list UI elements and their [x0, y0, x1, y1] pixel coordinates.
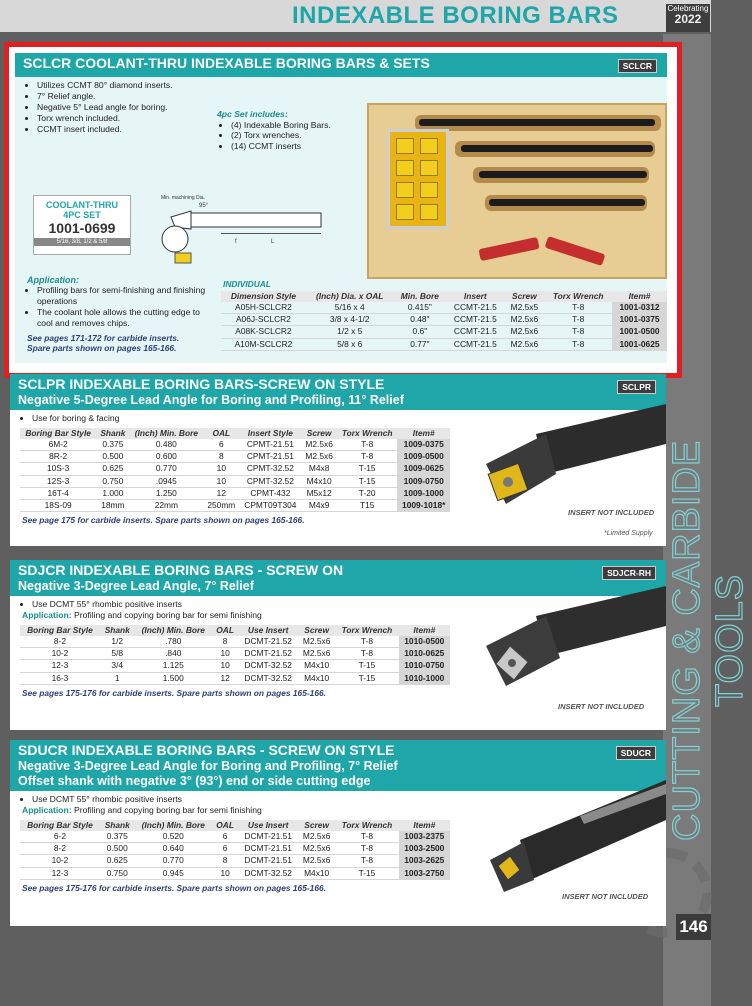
column-header: (Inch) Min. Bore [129, 428, 203, 439]
table-header-row [20, 820, 450, 831]
item-number-cell: 1001-0625 [612, 338, 667, 350]
item-number-cell: 1009-0750 [397, 475, 450, 487]
table-cell: .0945 [129, 475, 203, 487]
column-header: Screw [298, 625, 335, 636]
table-cell: 5/8 [100, 648, 135, 660]
table-header-row [221, 291, 667, 302]
table-cell: CPMT-21.51 [239, 439, 301, 451]
drawing-label-length: L [271, 239, 275, 245]
coolant-sizes: 5/16, 3/8, 1/2 & 5/8 [34, 238, 130, 246]
item-number-cell: 1010-1000 [399, 672, 450, 684]
table-cell: DCMT-21.51 [238, 855, 298, 867]
section-title: SDJCR INDEXABLE BORING BARS - SCREW ON [18, 562, 344, 578]
column-header: (Inch) Min. Bore [135, 625, 212, 636]
column-header: Boring Bar Style [20, 820, 100, 831]
feature-item: • Negative 5° Lead angle for boring. [37, 102, 667, 113]
table-cell: 16-3 [20, 672, 100, 684]
column-header: Dimension Style [221, 291, 306, 302]
table-cell: 1.250 [129, 487, 203, 499]
column-header: Item# [399, 820, 450, 831]
section-header [15, 53, 667, 77]
table-row [20, 487, 450, 499]
anniversary-year: 2022 [674, 12, 702, 26]
item-number-cell: 1009-1000 [397, 487, 450, 499]
table-cell: 5/16 x 4 [306, 302, 394, 314]
table-cell: 6 [203, 439, 239, 451]
kit-item: • (14) CCMT inserts [231, 141, 331, 152]
sclpr-table [20, 428, 450, 512]
column-header: Torx Wrench [335, 820, 398, 831]
feature-item: • Utilizes CCMT 80° diamond inserts. [37, 80, 667, 91]
column-header: Torx Wrench [337, 428, 397, 439]
table-cell: CCMT-21.5 [446, 314, 504, 326]
table-row [221, 302, 667, 314]
table-row [20, 867, 450, 879]
kit-contents [217, 109, 331, 151]
section-badge: SCLPR [617, 380, 656, 394]
application-item: • Profiling bars for semi-finishing and finishing operations [37, 285, 215, 307]
application-item: • The coolant hole allows the cutting edge to cool and removes chips. [37, 307, 215, 329]
feature-item: • Use DCMT 55° rhombic positive inserts [32, 794, 666, 805]
kit-title: 4pc Set includes: [217, 109, 288, 119]
column-header: Item# [612, 291, 667, 302]
table-cell: 6M-2 [20, 439, 96, 451]
page-header [0, 0, 711, 32]
table-cell: T-15 [335, 867, 398, 879]
table-cell: 1/2 [100, 636, 135, 648]
item-number-cell: 1003-2375 [399, 831, 450, 843]
item-number-cell: 1003-2625 [399, 855, 450, 867]
table-cell: 1.500 [135, 672, 212, 684]
table-cell: T-8 [337, 451, 397, 463]
table-cell: CPMT-32.52 [239, 463, 301, 475]
table-cell: CPMT-432 [239, 487, 301, 499]
table-row [20, 500, 450, 512]
table-cell: 10 [203, 463, 239, 475]
table-cell: 0.625 [96, 463, 129, 475]
column-header: Insert [446, 291, 504, 302]
footer-note: See page 175 for carbide inserts. Spare parts shown on pages 165-166. [22, 515, 305, 526]
table-cell: CPMT-32.52 [239, 475, 301, 487]
table-cell: CPMT09T304 [239, 500, 301, 512]
table-cell: DCMT-32.52 [238, 867, 298, 879]
sducr-tool-image [480, 780, 666, 900]
column-header: (Inch) Min. Bore [135, 820, 212, 831]
table-cell: 18mm [96, 500, 129, 512]
column-header: Use Insert [238, 820, 298, 831]
table-row [20, 843, 450, 855]
page-number: 146 [676, 914, 711, 940]
table-cell: A08K-SCLCR2 [221, 326, 306, 338]
table-row [20, 672, 450, 684]
table-cell: 3/8 x 4-1/2 [306, 314, 394, 326]
column-header: Min. Bore [394, 291, 447, 302]
side-title: CUTTING & CARBIDE TOOLS [666, 439, 751, 841]
table-cell: M2.5x6 [504, 314, 544, 326]
table-cell: A06J-SCLCR2 [221, 314, 306, 326]
coolant-set-box [33, 195, 131, 255]
table-row [20, 463, 450, 475]
column-header: OAL [203, 428, 239, 439]
table-cell: 1.000 [96, 487, 129, 499]
table-row [221, 338, 667, 350]
table-cell: 6 [212, 843, 238, 855]
table-cell: 0.375 [96, 439, 129, 451]
table-cell: T-8 [335, 636, 398, 648]
column-header: Item# [399, 625, 450, 636]
table-row [20, 439, 450, 451]
boring-bar-drawing [131, 165, 331, 267]
table-cell: M4x9 [301, 500, 337, 512]
table-cell: DCMT-21.52 [238, 636, 298, 648]
column-header: OAL [212, 625, 238, 636]
table-cell: T-15 [337, 463, 397, 475]
section-badge: SCLCR [618, 59, 657, 73]
drawing-label-angle: 95° [199, 203, 209, 209]
table-cell: A10M-SCLCR2 [221, 338, 306, 350]
column-header: Use Insert [238, 625, 298, 636]
column-header: Screw [298, 820, 335, 831]
table-row [20, 648, 450, 660]
table-cell: 8 [212, 855, 238, 867]
application-text: Profiling and copying boring bar for semi finishing [74, 610, 262, 620]
column-header: Boring Bar Style [20, 428, 96, 439]
table-row [20, 660, 450, 672]
kit-item: • (4) Indexable Boring Bars. [231, 120, 331, 131]
table-cell: 12 [212, 672, 238, 684]
application-title: Application: [27, 275, 79, 285]
table-cell: T-15 [337, 475, 397, 487]
application-text: Profiling and copying boring bar for semi finishing [74, 805, 262, 815]
sducr-table [20, 820, 450, 880]
feature-item: • Use for boring & facing [32, 413, 666, 424]
feature-item: • CCMT insert included. [37, 124, 667, 135]
table-cell: M4x8 [301, 463, 337, 475]
table-cell: M4x10 [298, 867, 335, 879]
feature-item: • Use DCMT 55° rhombic positive inserts [32, 599, 666, 610]
table-cell: M4x10 [298, 672, 335, 684]
table-cell: 0.375 [100, 831, 135, 843]
kit-item: • (2) Torx wrenches. [231, 130, 331, 141]
item-number-cell: 1009-0375 [397, 439, 450, 451]
item-number-cell: 1010-0500 [399, 636, 450, 648]
column-header: Shank [96, 428, 129, 439]
table-cell: 0.770 [135, 855, 212, 867]
application-label: Application: [22, 610, 72, 620]
insert-note: INSERT NOT INCLUDED [568, 508, 655, 517]
table-cell: 8 [203, 451, 239, 463]
table-cell: 8-2 [20, 843, 100, 855]
coolant-line2: 4PC SET [63, 210, 101, 220]
section-title: SDUCR INDEXABLE BORING BARS - SCREW ON STYLE [18, 742, 395, 758]
table-row [20, 855, 450, 867]
table-cell: .840 [135, 648, 212, 660]
table-cell: M2.5x6 [504, 338, 544, 350]
table-cell: T-8 [544, 314, 612, 326]
table-cell: A05H-SCLCR2 [221, 302, 306, 314]
table-cell: M2.5x6 [298, 855, 335, 867]
table-cell: 1 [100, 672, 135, 684]
table-cell: T-8 [544, 326, 612, 338]
table-cell: M2.5x6 [504, 326, 544, 338]
table-cell: DCMT-21.51 [238, 831, 298, 843]
table-cell: T-8 [544, 302, 612, 314]
table-cell: M4x10 [301, 475, 337, 487]
table-cell: 12-3 [20, 867, 100, 879]
table-cell: M2.5x6 [298, 648, 335, 660]
table-cell: 0.480 [129, 439, 203, 451]
feature-item: • 7° Relief angle. [37, 91, 667, 102]
table-cell: T-8 [337, 439, 397, 451]
table-cell: CCMT-21.5 [446, 326, 504, 338]
table-cell: 12S-3 [20, 475, 96, 487]
table-cell: 12-3 [20, 660, 100, 672]
table-cell: T15 [337, 500, 397, 512]
limited-supply-note: *Limited Supply [604, 530, 653, 537]
table-cell: T-20 [337, 487, 397, 499]
table-cell: 250mm [203, 500, 239, 512]
table-cell: M2.5x6 [301, 451, 337, 463]
table-cell: 6 [212, 831, 238, 843]
column-header: OAL [212, 820, 238, 831]
table-cell: 10-2 [20, 855, 100, 867]
column-header: Torx Wrench [544, 291, 612, 302]
item-number-cell: 1009-1018* [397, 500, 450, 512]
table-header-row [20, 625, 450, 636]
table-row [20, 451, 450, 463]
table-cell: CCMT-21.5 [446, 338, 504, 350]
section-subtitle: Negative 3-Degree Lead Angle for Boring and Profiling, 7° Relief [18, 759, 398, 773]
footer-spares: Spare parts shown on pages 165-166. [27, 343, 177, 353]
table-cell: M2.5x6 [298, 843, 335, 855]
section-subtitle-2: Offset shank with negative 3° (93°) end or side cutting edge [18, 774, 371, 788]
table-row [20, 636, 450, 648]
drawing-label-min-bore: Min. machining Dia. [161, 195, 205, 201]
table-row [221, 326, 667, 338]
table-cell: 0.750 [100, 867, 135, 879]
table-cell: M4x10 [298, 660, 335, 672]
section-sclcr [4, 42, 682, 378]
table-cell: 22mm [129, 500, 203, 512]
table-cell: DCMT-32.52 [238, 672, 298, 684]
item-number-cell: 1001-0500 [612, 326, 667, 338]
column-header: Torx Wrench [335, 625, 398, 636]
anniversary-badge [666, 4, 710, 32]
table-cell: M2.5x6 [298, 831, 335, 843]
section-title: SCLCR COOLANT-THRU INDEXABLE BORING BARS & SETS [23, 55, 430, 71]
column-header: Item# [397, 428, 450, 439]
table-cell: 0.500 [96, 451, 129, 463]
table-cell: 10S-3 [20, 463, 96, 475]
table-cell: T-8 [335, 855, 398, 867]
insert-note: INSERT NOT INCLUDED [558, 702, 645, 711]
item-number-cell: 1009-0500 [397, 451, 450, 463]
item-number-cell: 1010-0750 [399, 660, 450, 672]
footer-note: See pages 175-176 for carbide inserts. Spare parts shown on pages 165-166. [22, 687, 326, 698]
table-cell: 0.77" [394, 338, 447, 350]
page-title: INDEXABLE BORING BARS [292, 2, 619, 29]
table-cell: CCMT-21.5 [446, 302, 504, 314]
table-cell: 10 [212, 867, 238, 879]
table-cell: 0.750 [96, 475, 129, 487]
feature-item: • Torx wrench included. [37, 113, 667, 124]
insert-note: INSERT NOT INCLUDED [562, 892, 649, 901]
application-label: Application: [22, 805, 72, 815]
footer-inserts: See pages 171-172 for carbide inserts. [27, 333, 180, 343]
column-header: Boring Bar Style [20, 625, 100, 636]
table-cell: T-15 [335, 672, 398, 684]
item-number-cell: 1009-0625 [397, 463, 450, 475]
table-cell: 10-2 [20, 648, 100, 660]
table-cell: 8-2 [20, 636, 100, 648]
table-cell: 12 [203, 487, 239, 499]
table-cell: M2.5x5 [504, 302, 544, 314]
table-cell: .780 [135, 636, 212, 648]
column-header: Screw [301, 428, 337, 439]
section-sclpr [10, 374, 666, 546]
table-header-row [20, 428, 450, 439]
table-cell: M5x12 [301, 487, 337, 499]
item-number-cell: 1003-2750 [399, 867, 450, 879]
table-cell: T-8 [544, 338, 612, 350]
table-cell: M2.5x6 [301, 439, 337, 451]
table-cell: CPMT-21.51 [239, 451, 301, 463]
column-header: Screw [504, 291, 544, 302]
section-subtitle: Negative 3-Degree Lead Angle, 7° Relief [18, 579, 254, 593]
table-cell: 10 [212, 648, 238, 660]
section-badge: SDUCR [616, 746, 656, 760]
table-cell: 1.125 [135, 660, 212, 672]
item-number-cell: 1010-0625 [399, 648, 450, 660]
insert-tray [387, 129, 449, 229]
section-badge: SDJCR-RH [602, 566, 656, 580]
table-row [221, 314, 667, 326]
sclcr-table [221, 291, 667, 351]
section-sdjcr [10, 560, 666, 730]
table-cell: 5/8 x 6 [306, 338, 394, 350]
column-header: (Inch) Dia. x OAL [306, 291, 394, 302]
table-cell: 0.520 [135, 831, 212, 843]
table-cell: T-8 [335, 843, 398, 855]
table-cell: 0.770 [129, 463, 203, 475]
table-cell: 18S-09 [20, 500, 96, 512]
table-cell: 1/2 x 5 [306, 326, 394, 338]
table-cell: 0.500 [100, 843, 135, 855]
table-cell: 10 [212, 660, 238, 672]
table-cell: 10 [203, 475, 239, 487]
table-cell: 0.600 [129, 451, 203, 463]
table-cell: DCMT-21.51 [238, 843, 298, 855]
table-cell: 3/4 [100, 660, 135, 672]
table-cell: T-15 [335, 660, 398, 672]
sdjcr-table [20, 625, 450, 685]
boring-bar-set-case-image [367, 103, 667, 279]
coolant-item-number: 1001-0699 [48, 220, 116, 236]
table-cell: T-8 [335, 648, 398, 660]
column-header: Insert Style [239, 428, 301, 439]
individual-label: INDIVIDUAL [223, 279, 271, 289]
sclpr-tool-image [476, 404, 666, 514]
sdjcr-tool-image [476, 586, 666, 696]
table-cell: DCMT-21.52 [238, 648, 298, 660]
table-cell: 8 [212, 636, 238, 648]
table-cell: 0.6" [394, 326, 447, 338]
table-cell: 0.945 [135, 867, 212, 879]
table-cell: 8R-2 [20, 451, 96, 463]
application-block [15, 275, 215, 353]
anniversary-text: Celebrating [667, 4, 709, 13]
column-header: Shank [100, 820, 135, 831]
section-subtitle: Negative 5-Degree Lead Angle for Boring and Profiling, 11° Relief [18, 393, 404, 407]
table-cell: 16T-4 [20, 487, 96, 499]
table-cell: 0.640 [135, 843, 212, 855]
table-cell: DCMT-32.52 [238, 660, 298, 672]
table-row [20, 831, 450, 843]
item-number-cell: 1001-0312 [612, 302, 667, 314]
table-cell: T-8 [335, 831, 398, 843]
table-cell: 0.415" [394, 302, 447, 314]
table-cell: 0.625 [100, 855, 135, 867]
section-title: SCLPR INDEXABLE BORING BARS-SCREW ON STYLE [18, 376, 385, 392]
item-number-cell: 1001-0375 [612, 314, 667, 326]
table-cell: M2.5x6 [298, 636, 335, 648]
item-number-cell: 1003-2500 [399, 843, 450, 855]
kit-items [217, 120, 331, 152]
section-sducr [10, 740, 666, 926]
table-row [20, 475, 450, 487]
coolant-line1: COOLANT-THRU [46, 200, 118, 210]
column-header: Shank [100, 625, 135, 636]
application-list [15, 285, 215, 329]
footer-note: See pages 175-176 for carbide inserts. Spare parts shown on pages 165-166. [22, 882, 326, 893]
table-cell: 0.48" [394, 314, 447, 326]
table-cell: 6-2 [20, 831, 100, 843]
drawing-label-f: f [235, 239, 237, 245]
